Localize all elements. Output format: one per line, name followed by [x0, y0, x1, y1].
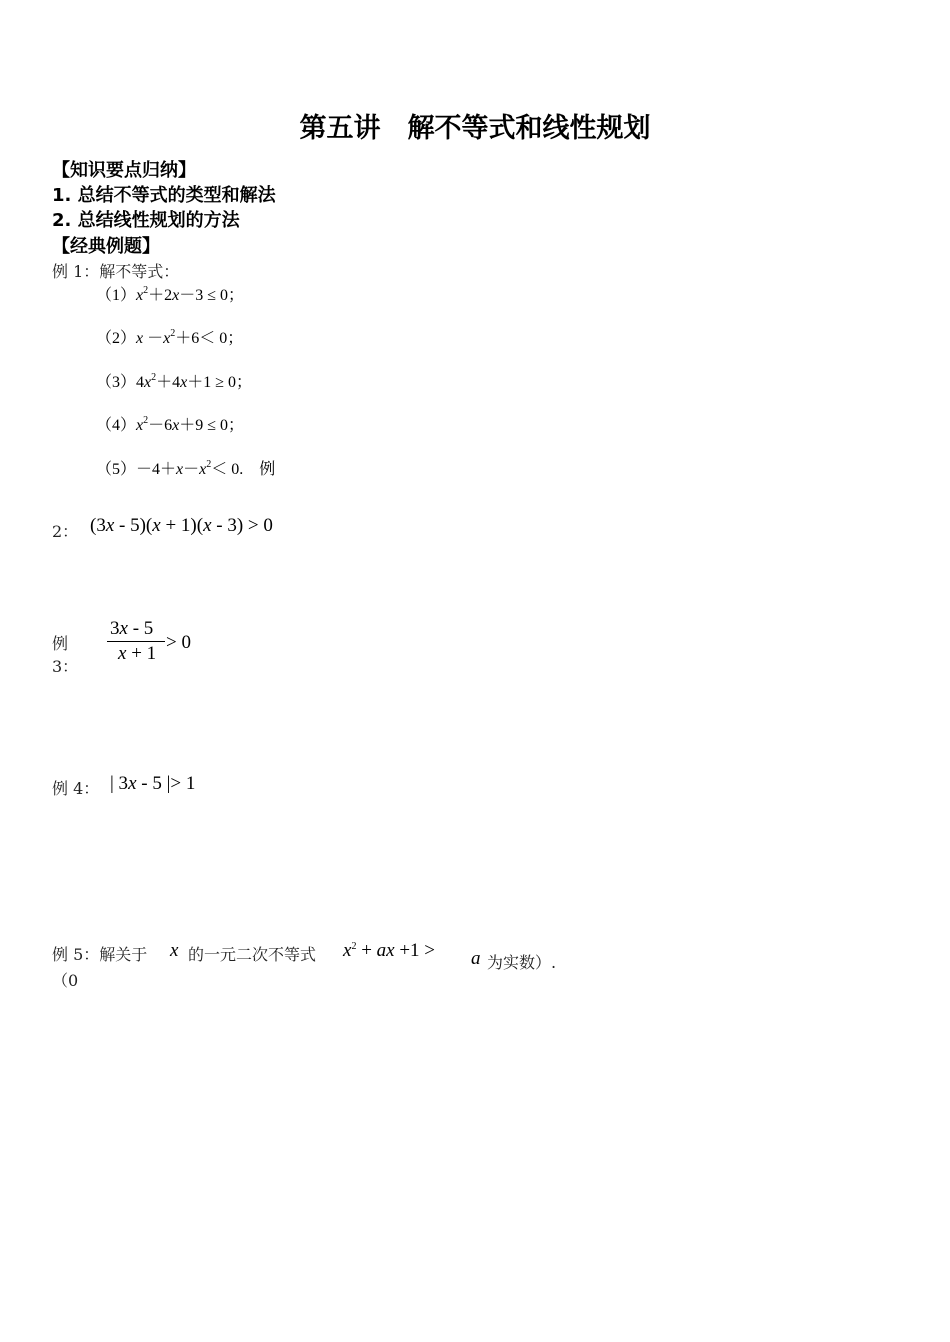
- example-5-tail: 为实数）.: [487, 953, 557, 972]
- example-5-label: 例 5：解关于: [52, 945, 148, 964]
- example-1-item-2: $(2)x -x^2+6< 0$；: [96, 328, 244, 347]
- example-4-label: 例 4：: [52, 779, 100, 798]
- fraction-numerator: 3x - 5: [110, 618, 154, 639]
- section-heading-knowledge: 【知识要点归纳】: [52, 160, 196, 181]
- example-2-label: 2：: [52, 522, 79, 541]
- example-4-expression: | 3x - 5 |> 1: [110, 773, 196, 794]
- example-3-rhs: > 0: [166, 632, 191, 653]
- example-5-param: a: [471, 948, 481, 969]
- example-5-wrap: （0: [52, 971, 79, 990]
- example-2-expression: (3x - 5)(x + 1)(x - 3) > 0: [90, 515, 273, 536]
- knowledge-point-2: 2. 总结线性规划的方法: [52, 210, 240, 231]
- example-1-item-3: $(3)4x^2+4x+1 \ge 0$；: [96, 372, 253, 391]
- example-1-item-1: $(1)x^2+2x-3 \le 0$；: [96, 285, 245, 304]
- page-title: 第五讲 解不等式和线性规划: [299, 113, 651, 144]
- example-1-item-4: $(4)x^2-6x+9 \le 0$；: [96, 415, 245, 434]
- example-3-label: 例: [52, 634, 69, 653]
- fraction-bar: [107, 641, 165, 642]
- example-1-item-5: $(5)-4+x-x^2< 0$. 例: [96, 459, 276, 478]
- example-5-expression: $x^2$ + ax +1 >: [343, 940, 436, 961]
- example-3-label-number: 3：: [52, 657, 79, 676]
- knowledge-point-1: 1. 总结不等式的类型和解法: [52, 185, 276, 206]
- fraction-denominator: x + 1: [118, 643, 157, 664]
- example-5-variable: x: [170, 940, 179, 961]
- example-5-text: 的一元二次不等式: [188, 945, 317, 964]
- example-1-label: 例 1：解不等式：: [52, 262, 180, 281]
- section-heading-examples: 【经典例题】: [52, 236, 160, 257]
